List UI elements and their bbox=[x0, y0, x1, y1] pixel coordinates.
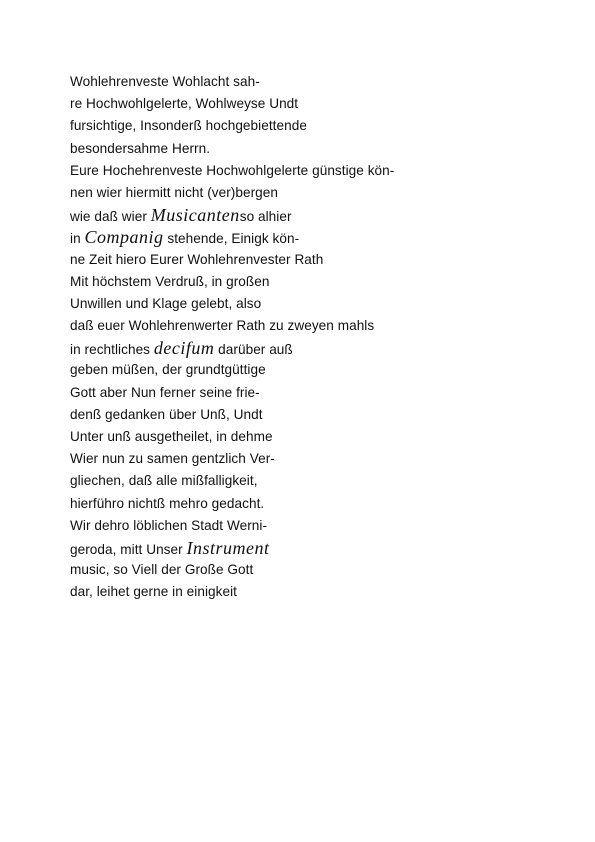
text-segment: Gott aber Nun ferner seine frie- bbox=[70, 384, 260, 400]
text-segment: fursichtige, Insonderß hochgebiettende bbox=[70, 118, 307, 134]
text-segment: music, so Viell der Große Gott bbox=[70, 562, 254, 578]
text-segment: ne Zeit hiero Eurer Wohlehrenvester Rath bbox=[70, 251, 324, 267]
text-line bbox=[70, 226, 570, 248]
text-line bbox=[70, 404, 570, 426]
text-line bbox=[70, 115, 570, 137]
text-segment: Wier nun zu samen gentzlich Ver- bbox=[70, 451, 275, 467]
text-line bbox=[70, 559, 570, 581]
text-segment: Eure Hochehrenveste Hochwohlgelerte günstige kön- bbox=[70, 162, 395, 178]
text-segment: stehende, Einigk kön- bbox=[163, 231, 300, 247]
italic-word: decifum bbox=[153, 338, 215, 359]
text-line bbox=[70, 204, 570, 226]
text-segment: gliechen, daß alle mißfalligkeit, bbox=[70, 473, 258, 489]
text-segment: Wir dehro löblichen Stadt Werni- bbox=[70, 517, 268, 533]
text-segment: geroda, mitt Unser bbox=[70, 541, 187, 557]
text-segment: besondersahme Herrn. bbox=[70, 140, 211, 156]
text-line bbox=[70, 448, 570, 470]
text-segment: Unter unß ausgetheilet, in dehme bbox=[70, 429, 273, 444]
text-line bbox=[70, 470, 570, 492]
text-line bbox=[70, 249, 570, 271]
text-segment: hierführo nichtß mehro gedacht. bbox=[70, 495, 265, 511]
text-segment: re Hochwohlgelerte, Wohlweyse Undt bbox=[70, 96, 299, 112]
italic-word: Instrument bbox=[186, 537, 270, 558]
text-segment: so alhier bbox=[239, 209, 292, 225]
italic-word: Companig bbox=[84, 227, 164, 248]
text-segment: Unwillen und Klage gelebt, also bbox=[70, 295, 262, 311]
text-line bbox=[70, 515, 570, 537]
text-line bbox=[70, 315, 570, 337]
text-line bbox=[70, 160, 570, 182]
text-line bbox=[70, 493, 570, 515]
text-line bbox=[70, 93, 570, 115]
text-line bbox=[70, 337, 570, 359]
text-segment: darüber auß bbox=[214, 342, 293, 358]
text-line bbox=[70, 293, 570, 315]
text-segment: wie daß wier bbox=[70, 209, 151, 225]
text-segment: Wohlehrenveste Wohlacht sah- bbox=[70, 74, 260, 89]
text-line bbox=[70, 182, 570, 204]
text-segment: geben müßen, der grundtgüttige bbox=[70, 362, 266, 378]
text-segment: daß euer Wohlehrenwerter Rath zu zweyen mahls bbox=[70, 318, 375, 334]
text-line bbox=[70, 71, 570, 93]
text-line bbox=[70, 581, 570, 603]
text-segment: dar, leihet gerne in einigkeit bbox=[70, 584, 238, 600]
text-line bbox=[70, 537, 570, 559]
text-segment: Mit höchstem Verdruß, in großen bbox=[70, 273, 270, 289]
text-segment: nen wier hiermitt nicht (ver)bergen bbox=[70, 184, 279, 200]
text-segment: in bbox=[70, 231, 85, 247]
text-line bbox=[70, 271, 570, 293]
text-segment: denß gedanken über Unß, Undt bbox=[70, 406, 263, 422]
italic-word: Musicanten bbox=[150, 205, 240, 226]
text-line bbox=[70, 426, 570, 448]
text-line bbox=[70, 382, 570, 404]
text-segment: in rechtliches bbox=[70, 342, 154, 358]
text-line bbox=[70, 138, 570, 160]
letter-text bbox=[70, 71, 570, 604]
text-line bbox=[70, 359, 570, 381]
